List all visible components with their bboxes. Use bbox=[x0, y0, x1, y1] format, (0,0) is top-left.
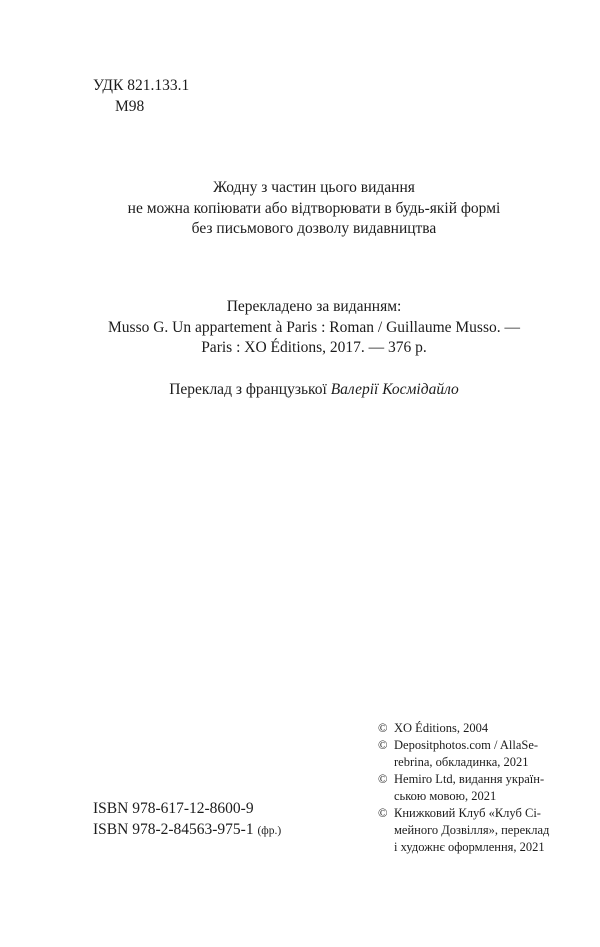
isbn-language-note: (фр.) bbox=[257, 825, 282, 837]
source-line: Перекладено за виданням: bbox=[226, 298, 402, 315]
udc-code: УДК 821.133.1 bbox=[93, 77, 190, 94]
copyright-entry bbox=[378, 720, 578, 737]
source-line: Musso G. Un appartement à Paris : Roman / Guillaume Musso. — bbox=[108, 318, 520, 336]
copyright-icon: © bbox=[378, 806, 388, 820]
copyright-line: Depositphotos.com / AllaSe- bbox=[394, 738, 539, 752]
notice-line: без письмового дозволу видавництва bbox=[191, 220, 437, 237]
copyright-line: Книжковий Клуб «Клуб Сі- bbox=[394, 806, 541, 820]
copyright-icon: © bbox=[378, 721, 388, 735]
copy-notice bbox=[80, 178, 548, 240]
notice-line: Жодну з частин цього видання bbox=[213, 179, 415, 196]
copyright-entry bbox=[378, 805, 578, 856]
copyright-entry bbox=[378, 737, 578, 771]
isbn-line bbox=[93, 798, 281, 819]
copyright-line: і художнє оформлення, 2021 bbox=[394, 840, 545, 854]
copyright-line: мейного Дозвілля», переклад bbox=[394, 823, 550, 837]
isbn-block bbox=[93, 798, 281, 842]
isbn-line bbox=[93, 819, 281, 842]
copyright-icon: © bbox=[378, 772, 388, 786]
notice-line: не можна копіювати або відтворювати в будь-якій формі bbox=[127, 199, 501, 217]
copyright-line: XO Éditions, 2004 bbox=[394, 721, 489, 735]
copyright-block bbox=[378, 720, 578, 856]
translator-credit bbox=[80, 380, 548, 401]
source-line: Paris : XO Éditions, 2017. — 376 p. bbox=[201, 339, 427, 356]
copyright-icon: © bbox=[378, 738, 388, 752]
original-edition bbox=[80, 297, 548, 359]
author-mark: М98 bbox=[115, 98, 145, 115]
isbn-number: ISBN 978-2-84563-975-1 bbox=[93, 821, 254, 838]
translator-name: Валерії Космідайло bbox=[330, 381, 459, 398]
copyright-line: ською мовою, 2021 bbox=[394, 789, 497, 803]
translator-prefix: Переклад з французької bbox=[169, 381, 331, 398]
copyright-line: rebrina, обкладинка, 2021 bbox=[394, 755, 529, 769]
copyright-entry bbox=[378, 771, 578, 805]
copyright-line: Hemiro Ltd, видання україн- bbox=[394, 772, 545, 786]
classification-block bbox=[93, 75, 189, 117]
isbn-number: ISBN 978-617-12-8600-9 bbox=[93, 800, 254, 817]
